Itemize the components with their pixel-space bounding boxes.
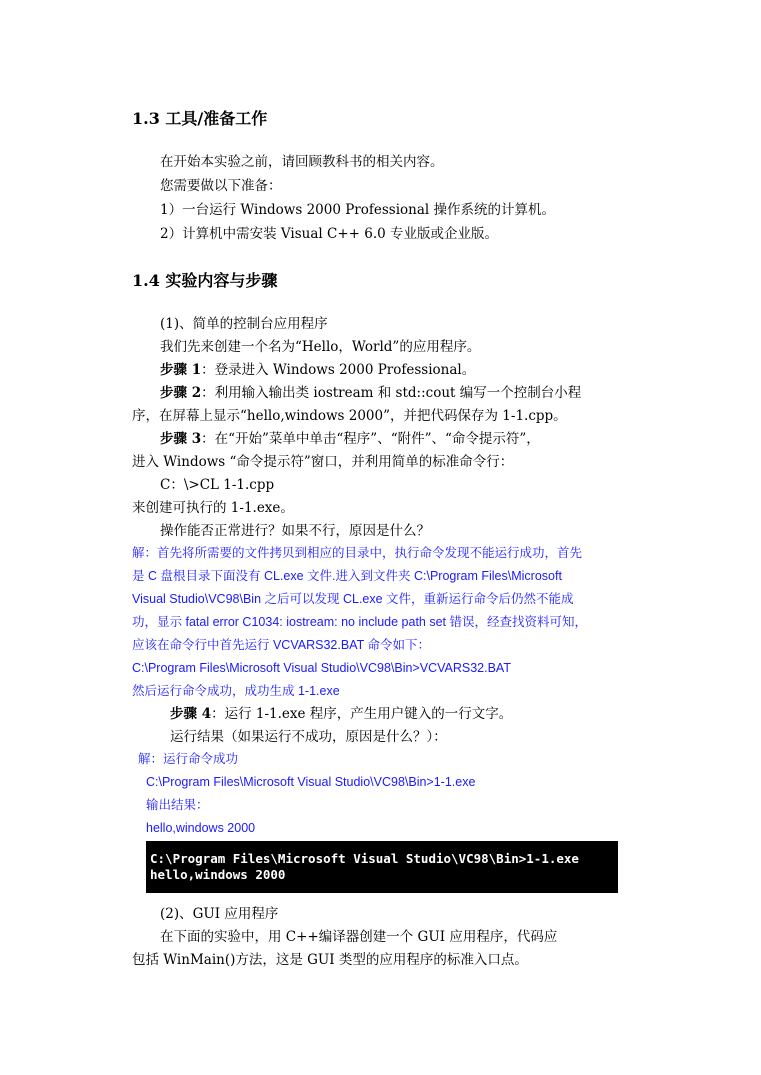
subsection-title-console: (1)、简单的控制台应用程序 — [160, 316, 328, 332]
answer-line: 功，显示 fatal error C1034: iostream: no include path set 错误，经查找资料可知， — [132, 615, 588, 629]
list-item: 1）一台运行 Windows 2000 Professional 操作系统的计算机。 — [160, 202, 556, 218]
answer-line: 输出结果： — [146, 798, 209, 812]
paragraph-line: 您需要做以下准备： — [160, 178, 282, 194]
answer-line: hello,windows 2000 — [146, 821, 256, 835]
console-screenshot — [146, 841, 618, 893]
question-line: 操作能否正常进行？如果不行，原因是什么？ — [160, 523, 430, 539]
step-1 — [160, 360, 475, 380]
answer-line: Visual Studio\VC98\Bin 之后可以发现 CL.exe 文件，重新运行命令后仍然不能成 — [132, 592, 574, 606]
step-label: 步骤 3 — [160, 431, 202, 447]
answer-line: 解：运行命令成功 — [138, 752, 239, 766]
step-2 — [160, 383, 581, 403]
command-line: C：\>CL 1-1.cpp — [160, 477, 275, 493]
answer-line: 应该在命令行中首先运行 VCVARS32.BAT 命令如下： — [132, 638, 430, 652]
console-line: hello,windows 2000 — [150, 867, 286, 882]
answer-line: 然后运行命令成功，成功生成 1-1.exe — [132, 684, 340, 698]
step-label: 步骤 1 — [160, 362, 202, 378]
paragraph-line: 在下面的实验中，用 C++编译器创建一个 GUI 应用程序，代码应 — [160, 929, 558, 945]
paragraph-line: 在开始本实验之前，请回顾教科书的相关内容。 — [160, 154, 444, 170]
console-line: C:\Program Files\Microsoft Visual Studio\VC98\Bin>1-1.exe — [150, 851, 579, 866]
answer-line: C:\Program Files\Microsoft Visual Studio\VC98\Bin>VCVARS32.BAT — [132, 661, 511, 675]
step-text: ：登录进入 Windows 2000 Professional。 — [201, 362, 476, 378]
list-item: 2）计算机中需安装 Visual C++ 6.0 专业版或企业版。 — [160, 226, 498, 242]
answer-line: C:\Program Files\Microsoft Visual Studio\VC98\Bin>1-1.exe — [146, 775, 476, 789]
paragraph-line: 包括 WinMain()方法，这是 GUI 类型的应用程序的标准入口点。 — [132, 952, 528, 968]
step-text: ：在“开始”菜单中单击“程序”、“附件”、“命令提示符”， — [201, 431, 540, 447]
step-4 — [170, 704, 512, 724]
step-3 — [160, 429, 540, 449]
paragraph-line: 序，在屏幕上显示“hello,windows 2000”，并把代码保存为 1-1.cpp。 — [132, 408, 567, 424]
step-text: ：利用输入输出类 iostream 和 std::cout 编写一个控制台小程 — [201, 385, 582, 401]
step-label: 步骤 4 — [170, 706, 212, 722]
paragraph-line: 我们先来创建一个名为“Hello，World”的应用程序。 — [160, 339, 481, 355]
subsection-title-gui: (2)、GUI 应用程序 — [160, 906, 279, 922]
answer-line: 解：首先将所需要的文件拷贝到相应的目录中，执行命令发现不能运行成功，首先 — [132, 546, 583, 560]
section-heading-1-4: 1.4 实验内容与步骤 — [132, 271, 278, 290]
question-line: 运行结果（如果运行不成功，原因是什么？）： — [170, 729, 447, 745]
paragraph-line: 来创建可执行的 1-1.exe。 — [132, 500, 294, 516]
answer-line: 是 C 盘根目录下面没有 CL.exe 文件.进入到文件夹 C:\Program Files\Microsoft — [132, 569, 562, 583]
section-heading-1-3: 1.3 工具/准备工作 — [132, 109, 268, 128]
paragraph-line: 进入 Windows “命令提示符”窗口，并利用简单的标准命令行： — [132, 454, 514, 470]
step-label: 步骤 2 — [160, 385, 202, 401]
step-text: ：运行 1-1.exe 程序，产生用户键入的一行文字。 — [211, 706, 513, 722]
